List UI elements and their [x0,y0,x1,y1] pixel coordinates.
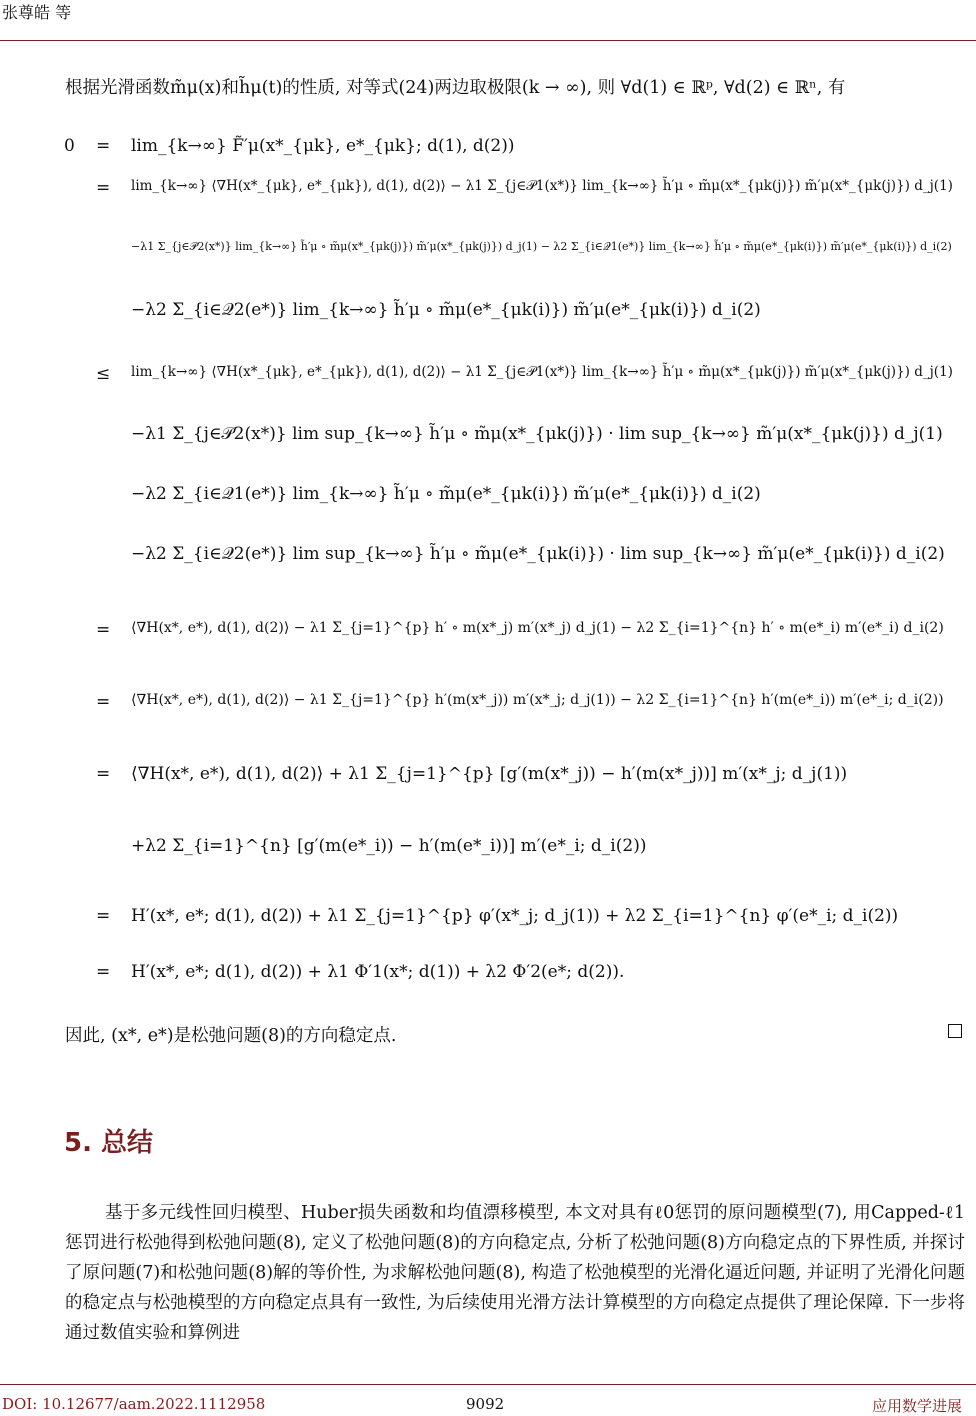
equation-rhs: lim_{k→∞} ⟨∇H(x*_{μk}, e*_{μk}), d(1), d(2)⟩ − λ1 Σ_{j∈𝒫1(x*)} lim_{k→∞} h̃′μ ∘ m̃μ(x*_{μk(j)}) m̃′μ(x*_{μk(j)}) d_j(1) [131,364,953,380]
equation-rhs: H′(x*, e*; d(1), d(2)) + λ1 Σ_{j=1}^{p} φ′(x*_j; d_j(1)) + λ2 Σ_{i=1}^{n} φ′(e*_i; d_i(2)) [131,906,899,926]
equation-line [0,484,976,504]
equation-rhs: +λ2 Σ_{i=1}^{n} [g′(m(e*_i)) − h′(m(e*_i))] m′(e*_i; d_i(2)) [131,836,647,856]
equation-line [0,178,976,198]
summary-section [65,1198,965,1348]
equation-rel: ≤ [96,364,111,384]
equation-rhs: ⟨∇H(x*, e*), d(1), d(2)⟩ − λ1 Σ_{j=1}^{p} h′(m(x*_j)) m′(x*_j; d_j(1)) − λ2 Σ_{i=1}^{n} h′(m(e*_i)) m′(e*_i; d_i(2)) [131,692,944,708]
equation-line [0,620,976,640]
equation-rhs: lim_{k→∞} ⟨∇H(x*_{μk}, e*_{μk}), d(1), d(2)⟩ − λ1 Σ_{j∈𝒫1(x*)} lim_{k→∞} h̃′μ ∘ m̃μ(x*_{μk(j)}) m̃′μ(x*_{μk(j)}) d_j(1) [131,178,953,194]
equation-rhs: H′(x*, e*; d(1), d(2)) + λ1 Φ′1(x*; d(1)) + λ2 Φ′2(e*; d(2)). [131,962,625,982]
footer-doi: DOI: 10.12677/aam.2022.1112958 [2,1395,266,1413]
conclusion-sentence: 因此, (x*, e*)是松弛问题(8)的方向稳定点. [65,1026,397,1046]
section-title: 5. 总结 [64,1128,154,1158]
equation-lhs: 0 [64,136,75,156]
header-authors: 张尊皓 等 [2,3,72,22]
qed-box-icon [948,1024,962,1038]
summary-paragraph: 基于多元线性回归模型、Huber损失函数和均值漂移模型, 本文对具有ℓ0惩罚的原问题模型(7), 用Capped-ℓ1惩罚进行松弛得到松弛问题(8), 定义了松弛问题(8)的方向稳定点, 分析了松弛问题(8)方向稳定点的下界性质, 并探讨了原问题(7)和松弛问题(8)解的等价性, 为求解松弛问题(8), 构造了松弛模型的光滑化逼近问题, 并证明了光滑化问题的稳定点与松弛模型的方向稳定点具有一致性, 为后续使用光滑方法计算模型的方向稳定点提供了理论保障. 下一步将通过数值实验和算例进 [65,1203,965,1343]
equation-line [0,906,976,926]
equation-line [0,300,976,320]
equation-line [0,692,976,712]
running-header [0,0,976,41]
equation-line [0,364,976,384]
footer-journal: 应用数学进展 [871,1397,962,1415]
equation-rhs: lim_{k→∞} F̃′μ(x*_{μk}, e*_{μk}; d(1), d(2)) [131,136,515,156]
equation-line [0,240,976,260]
intro-paragraph: 根据光滑函数m̃μ(x)和h̃μ(t)的性质, 对等式(24)两边取极限(k → ∞), 则 ∀d(1) ∈ ℝᵖ, ∀d(2) ∈ ℝⁿ, 有 [65,78,846,98]
equation-rel: = [96,178,111,198]
equation-rhs: −λ2 Σ_{i∈𝒬2(e*)} lim sup_{k→∞} h̃′μ ∘ m̃μ(e*_{μk(i)}) · lim sup_{k→∞} m̃′μ(e*_{μk(i)}) d_i(2) [131,544,945,564]
equation-rel: = [96,692,111,712]
equation-rhs: −λ1 Σ_{j∈𝒫2(x*)} lim sup_{k→∞} h̃′μ ∘ m̃μ(x*_{μk(j)}) · lim sup_{k→∞} m̃′μ(x*_{μk(j)}) d_j(1) [131,424,943,444]
equation-rhs: ⟨∇H(x*, e*), d(1), d(2)⟩ + λ1 Σ_{j=1}^{p} [g′(m(x*_j)) − h′(m(x*_j))] m′(x*_j; d_j(1)) [131,764,848,784]
equation-line [0,544,976,564]
equation-line [0,962,976,982]
equation-line [0,764,976,784]
equation-rhs: −λ2 Σ_{i∈𝒬2(e*)} lim_{k→∞} h̃′μ ∘ m̃μ(e*_{μk(i)}) m̃′μ(e*_{μk(i)}) d_i(2) [131,300,761,320]
equation-rel: = [96,620,111,640]
equation-line [0,836,976,856]
equation-rhs: −λ2 Σ_{i∈𝒬1(e*)} lim_{k→∞} h̃′μ ∘ m̃μ(e*_{μk(i)}) m̃′μ(e*_{μk(i)}) d_i(2) [131,484,761,504]
equation-rhs: −λ1 Σ_{j∈𝒫2(x*)} lim_{k→∞} h̃′μ ∘ m̃μ(x*_{μk(j)}) m̃′μ(x*_{μk(j)}) d_j(1) − λ2 Σ_{i∈𝒬1(e*)} lim_{k→∞} h̃′μ ∘ m̃μ(e*_{μk(i)}) m̃′μ(e*_{μk(i)}) d_i(2) [131,240,952,253]
equation-rhs: ⟨∇H(x*, e*), d(1), d(2)⟩ − λ1 Σ_{j=1}^{p} h′ ∘ m(x*_j) m′(x*_j) d_j(1) − λ2 Σ_{i=1}^{n} h′ ∘ m(e*_i) m′(e*_i) d_i(2) [131,620,944,636]
equation-rel: = [96,136,111,156]
equation-line [0,136,976,156]
equation-rel: = [96,906,111,926]
equation-line [0,424,976,444]
equation-rel: = [96,764,111,784]
page-footer [0,1384,976,1415]
footer-page-number: 9092 [466,1395,505,1413]
equation-rel: = [96,962,111,982]
